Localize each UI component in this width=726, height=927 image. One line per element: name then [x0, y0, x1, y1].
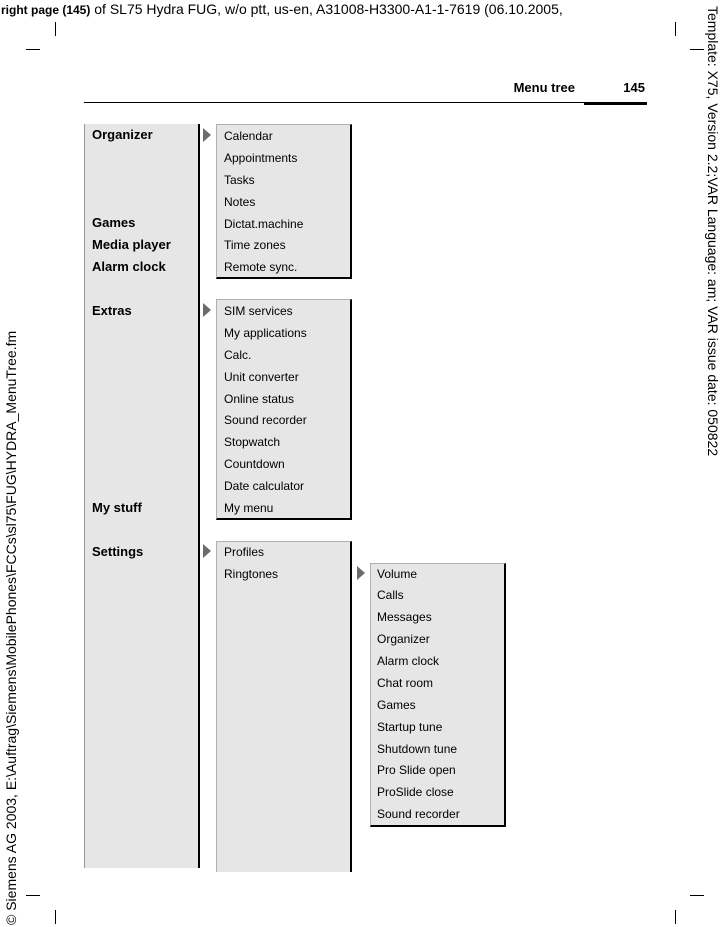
submenu-item: Online status [224, 392, 295, 406]
submenu-item: Chat room [377, 676, 434, 690]
settings-submenu [216, 541, 352, 872]
main-menu-alarm-clock: Alarm clock [92, 259, 166, 274]
section-title: Menu tree [513, 80, 575, 95]
submenu-item: Organizer [377, 632, 430, 646]
submenu-item: My applications [224, 326, 307, 340]
submenu-item: Time zones [224, 238, 286, 252]
print-header [1, 0, 563, 19]
main-menu-extras: Extras [92, 303, 132, 318]
submenu-item: Dictat.machine [224, 217, 304, 231]
crop-mark [55, 22, 56, 36]
submenu-item: Sound recorder [224, 413, 307, 427]
main-menu-organizer: Organizer [92, 127, 153, 142]
submenu-item: My menu [224, 501, 274, 515]
main-menu-games: Games [92, 215, 136, 230]
crop-mark [690, 895, 704, 896]
main-menu-media-player: Media player [92, 237, 171, 252]
template-info: Template: X75, Version 2.2;VAR Language: am; VAR issue date: 050822 [705, 6, 721, 457]
page-number-tab [584, 102, 647, 105]
submenu-item: Calls [377, 588, 404, 602]
submenu-item: Pro Slide open [377, 763, 456, 777]
submenu-item: Shutdown tune [377, 742, 458, 756]
copyright-path: © Siemens AG 2003, E:\Auftrag\Siemens\MobilePhones\FCCs\sl75\FUG\HYDRA_MenuTree.fm [3, 330, 19, 925]
crop-mark [26, 895, 40, 896]
submenu-item: Stopwatch [224, 435, 281, 449]
submenu-item: Startup tune [377, 720, 443, 734]
main-menu-settings: Settings [92, 544, 144, 559]
arrow-right-icon [203, 128, 211, 142]
arrow-right-icon [203, 303, 211, 317]
print-header-text: of SL75 Hydra FUG, w/o ptt, us-en, A31008-H3300-A1-1-7619 (06.10.2005, [90, 1, 563, 17]
crop-mark [55, 910, 56, 924]
submenu-item: Profiles [224, 545, 265, 559]
page-header [84, 74, 647, 103]
submenu-item: Remote sync. [224, 260, 298, 274]
submenu-item: Date calculator [224, 479, 305, 493]
page-number: 145 [623, 80, 645, 95]
print-header-page: right page (145) [1, 3, 91, 17]
submenu-item: Ringtones [224, 567, 279, 581]
crop-mark [675, 910, 676, 924]
submenu-item: Unit converter [224, 370, 299, 384]
main-menu-column [84, 124, 200, 868]
submenu-item: SIM services [224, 304, 293, 318]
submenu-item: Sound recorder [377, 807, 460, 821]
submenu-item: Games [377, 698, 416, 712]
submenu-item: Messages [377, 610, 432, 624]
submenu-item: Volume [377, 567, 418, 581]
submenu-item: Countdown [224, 457, 285, 471]
submenu-item: Calc. [224, 348, 252, 362]
crop-mark [675, 22, 676, 36]
crop-mark [690, 49, 704, 50]
submenu-item: Alarm clock [377, 654, 440, 668]
arrow-right-icon [203, 544, 211, 558]
submenu-item: Calendar [224, 129, 273, 143]
submenu-item: Notes [224, 195, 256, 209]
arrow-right-icon [357, 566, 365, 580]
submenu-item: Tasks [224, 173, 255, 187]
submenu-item: Appointments [224, 151, 298, 165]
main-menu-my-stuff: My stuff [92, 500, 142, 515]
crop-mark [26, 49, 40, 50]
submenu-item: ProSlide close [377, 785, 454, 799]
